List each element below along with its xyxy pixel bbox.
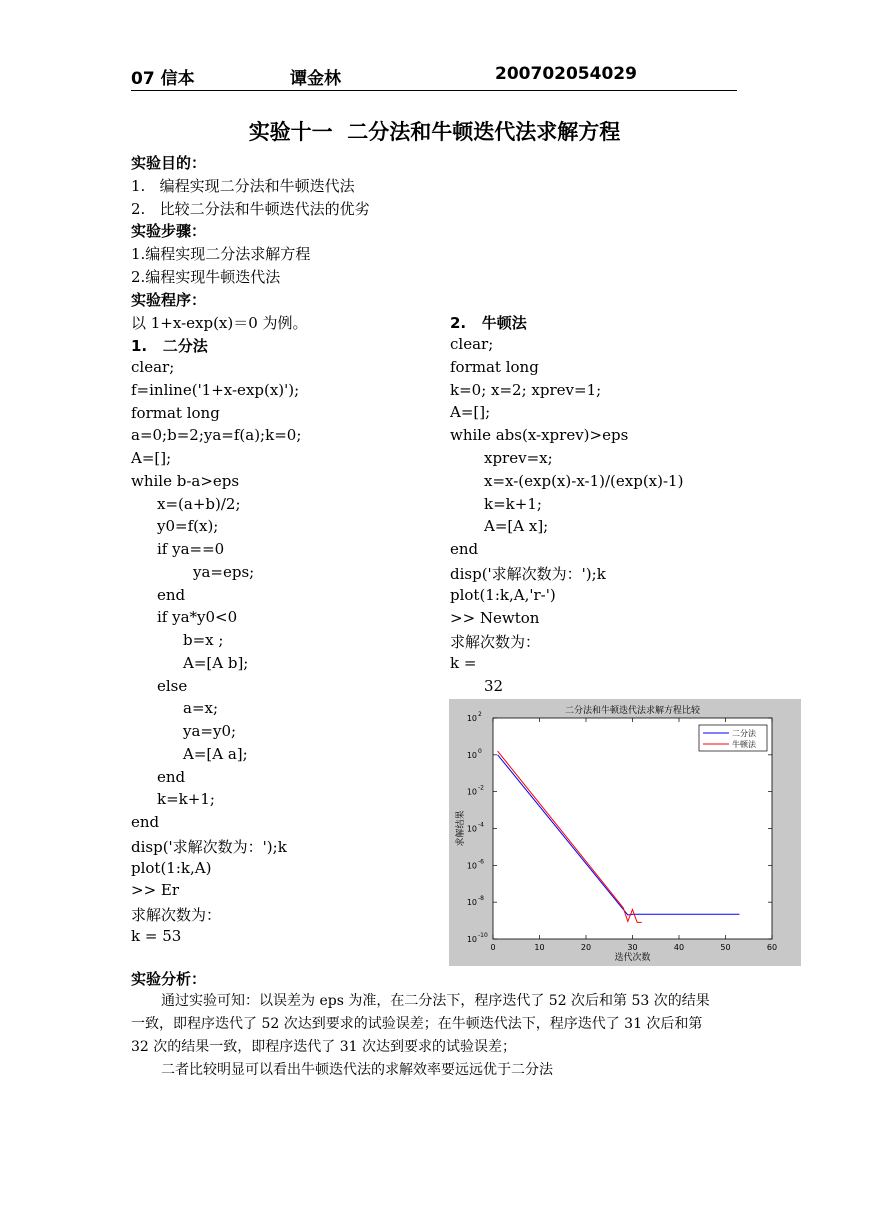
x-tick-label: 30 [627,943,638,952]
analysis-heading: 实验分析： [131,970,207,988]
newton-code-line: clear; [450,335,494,353]
legend-label: 二分法 [732,729,756,738]
y-tick-exponent: -10 [478,932,488,939]
y-tick-label: 10 [466,824,477,834]
bisection-code-line: a=x; [183,699,219,718]
y-tick-exponent: -8 [478,895,484,903]
student-id: 200702054029 [495,64,637,84]
bisection-code-line: A=[A b]; [183,653,249,672]
analysis-paragraph-line: 32 次的结果一致，即程序迭代了 31 次达到要求的试验误差； [131,1039,516,1055]
steps-heading: 实验步骤： [131,222,207,240]
bisection-code-line: disp('求解次数为：');k [131,837,287,856]
newton-code-line: format long [450,357,539,376]
y-tick-exponent: 2 [478,711,482,718]
bisection-code-line: format long [131,403,220,422]
x-tick-label: 10 [534,943,545,952]
purpose-item: 1. 编程实现二分法和牛顿迭代法 [131,177,355,195]
x-tick-label: 0 [490,943,496,952]
newton-code-line: 32 [484,677,504,695]
newton-code-line: end [450,540,479,559]
analysis-paragraph-line: 一致，即程序迭代了 52 次达到要求的试验误差；在牛顿迭代法下，程序迭代了 31 次后和第 [131,1016,703,1032]
newton-heading: 2. 牛顿法 [450,314,527,332]
bisection-code-line: 求解次数为： [131,906,222,924]
bisection-code-line: clear; [131,358,175,376]
student-name: 谭金林 [290,69,341,89]
y-axis-label: 求解结果 [456,810,466,847]
x-axis-label: 迭代次数 [614,953,651,963]
steps-item: 1.编程实现二分法求解方程 [131,245,311,263]
y-tick-label: 10 [466,861,477,871]
analysis-paragraph-line: 通过实验可知：以误差为 eps 为准，在二分法下，程序迭代了 52 次后和第 53 次的结果 [161,993,710,1009]
header-rule [131,90,737,91]
newton-code-line: 求解次数为： [450,633,541,652]
steps-item: 2.编程实现牛顿迭代法 [131,268,281,286]
x-tick-label: 20 [580,943,592,952]
y-tick-exponent: -2 [478,784,484,792]
program-heading: 实验程序： [131,291,207,309]
bisection-code-line: k=k+1; [157,790,215,809]
bisection-code-line: plot(1:k,A) [131,858,212,877]
y-tick-label: 10 [466,750,477,760]
purpose-item: 2. 比较二分法和牛顿迭代法的优劣 [131,200,370,218]
bisection-code-line: end [131,813,160,831]
bisection-code-line: f=inline('1+x-exp(x)'); [131,380,300,399]
y-tick-label: 10 [466,935,477,944]
bisection-code-line: b=x ; [183,631,224,649]
bisection-code-line: k = 53 [131,926,182,945]
bisection-code-line: if ya*y0<0 [157,608,238,627]
bisection-code-line: while b-a>eps [131,471,240,490]
x-tick-label: 40 [673,943,685,952]
newton-code-line: disp('求解次数为：');k [450,565,606,583]
bisection-code-line: ya=eps; [193,562,255,581]
bisection-heading: 1. 二分法 [131,337,208,355]
newton-code-line: A=[]; [450,403,491,422]
newton-code-line: while abs(x-xprev)>eps [450,426,629,445]
chart-title: 二分法和牛顿迭代法求解方程比较 [564,706,701,716]
y-tick-exponent: 0 [478,747,482,755]
y-tick-exponent: -4 [478,821,484,829]
class-name: 07 信本 [131,69,195,89]
bisection-code-line: >> Er [131,881,180,900]
bisection-code-line: else [157,676,188,695]
page-title: 实验十一 二分法和牛顿迭代法求解方程 [248,120,621,144]
bisection-code-line: ya=y0; [183,722,237,740]
newton-code-line: x=x-(exp(x)-x-1)/(exp(x)-1) [484,471,684,490]
x-tick-label: 50 [720,943,731,952]
bisection-code-line: A=[A a]; [183,744,248,763]
analysis-conclusion: 二者比较明显可以看出牛顿迭代法的求解效率要远远优于二分法 [161,1062,553,1078]
newton-code-line: xprev=x; [484,449,553,467]
y-tick-label: 10 [466,714,477,723]
newton-code-line: >> Newton [450,608,540,627]
bisection-code-line: if ya==0 [157,540,225,558]
newton-code-line: k = [450,654,477,673]
bisection-code-line: a=0;b=2;ya=f(a);k=0; [131,426,302,445]
newton-code-line: k=k+1; [484,494,542,513]
bisection-code-line: end [157,585,186,604]
program-example: 以 1+x-exp(x)＝0 为例。 [131,314,308,332]
y-tick-label: 10 [466,898,477,908]
newton-code-line: plot(1:k,A,'r-') [450,585,556,604]
comparison-chart [449,699,801,966]
y-tick-label: 10 [466,787,477,797]
bisection-code-line: end [157,767,186,786]
bisection-code-line: x=(a+b)/2; [157,494,241,513]
x-tick-label: 60 [766,943,778,952]
bisection-code-line: A=[]; [131,449,172,467]
bisection-code-line: y0=f(x); [157,517,219,536]
y-tick-exponent: -6 [478,858,484,866]
newton-code-line: A=[A x]; [484,517,549,536]
purpose-heading: 实验目的： [131,154,207,172]
newton-code-line: k=0; x=2; xprev=1; [450,380,602,399]
legend-label: 牛顿法 [732,740,756,749]
